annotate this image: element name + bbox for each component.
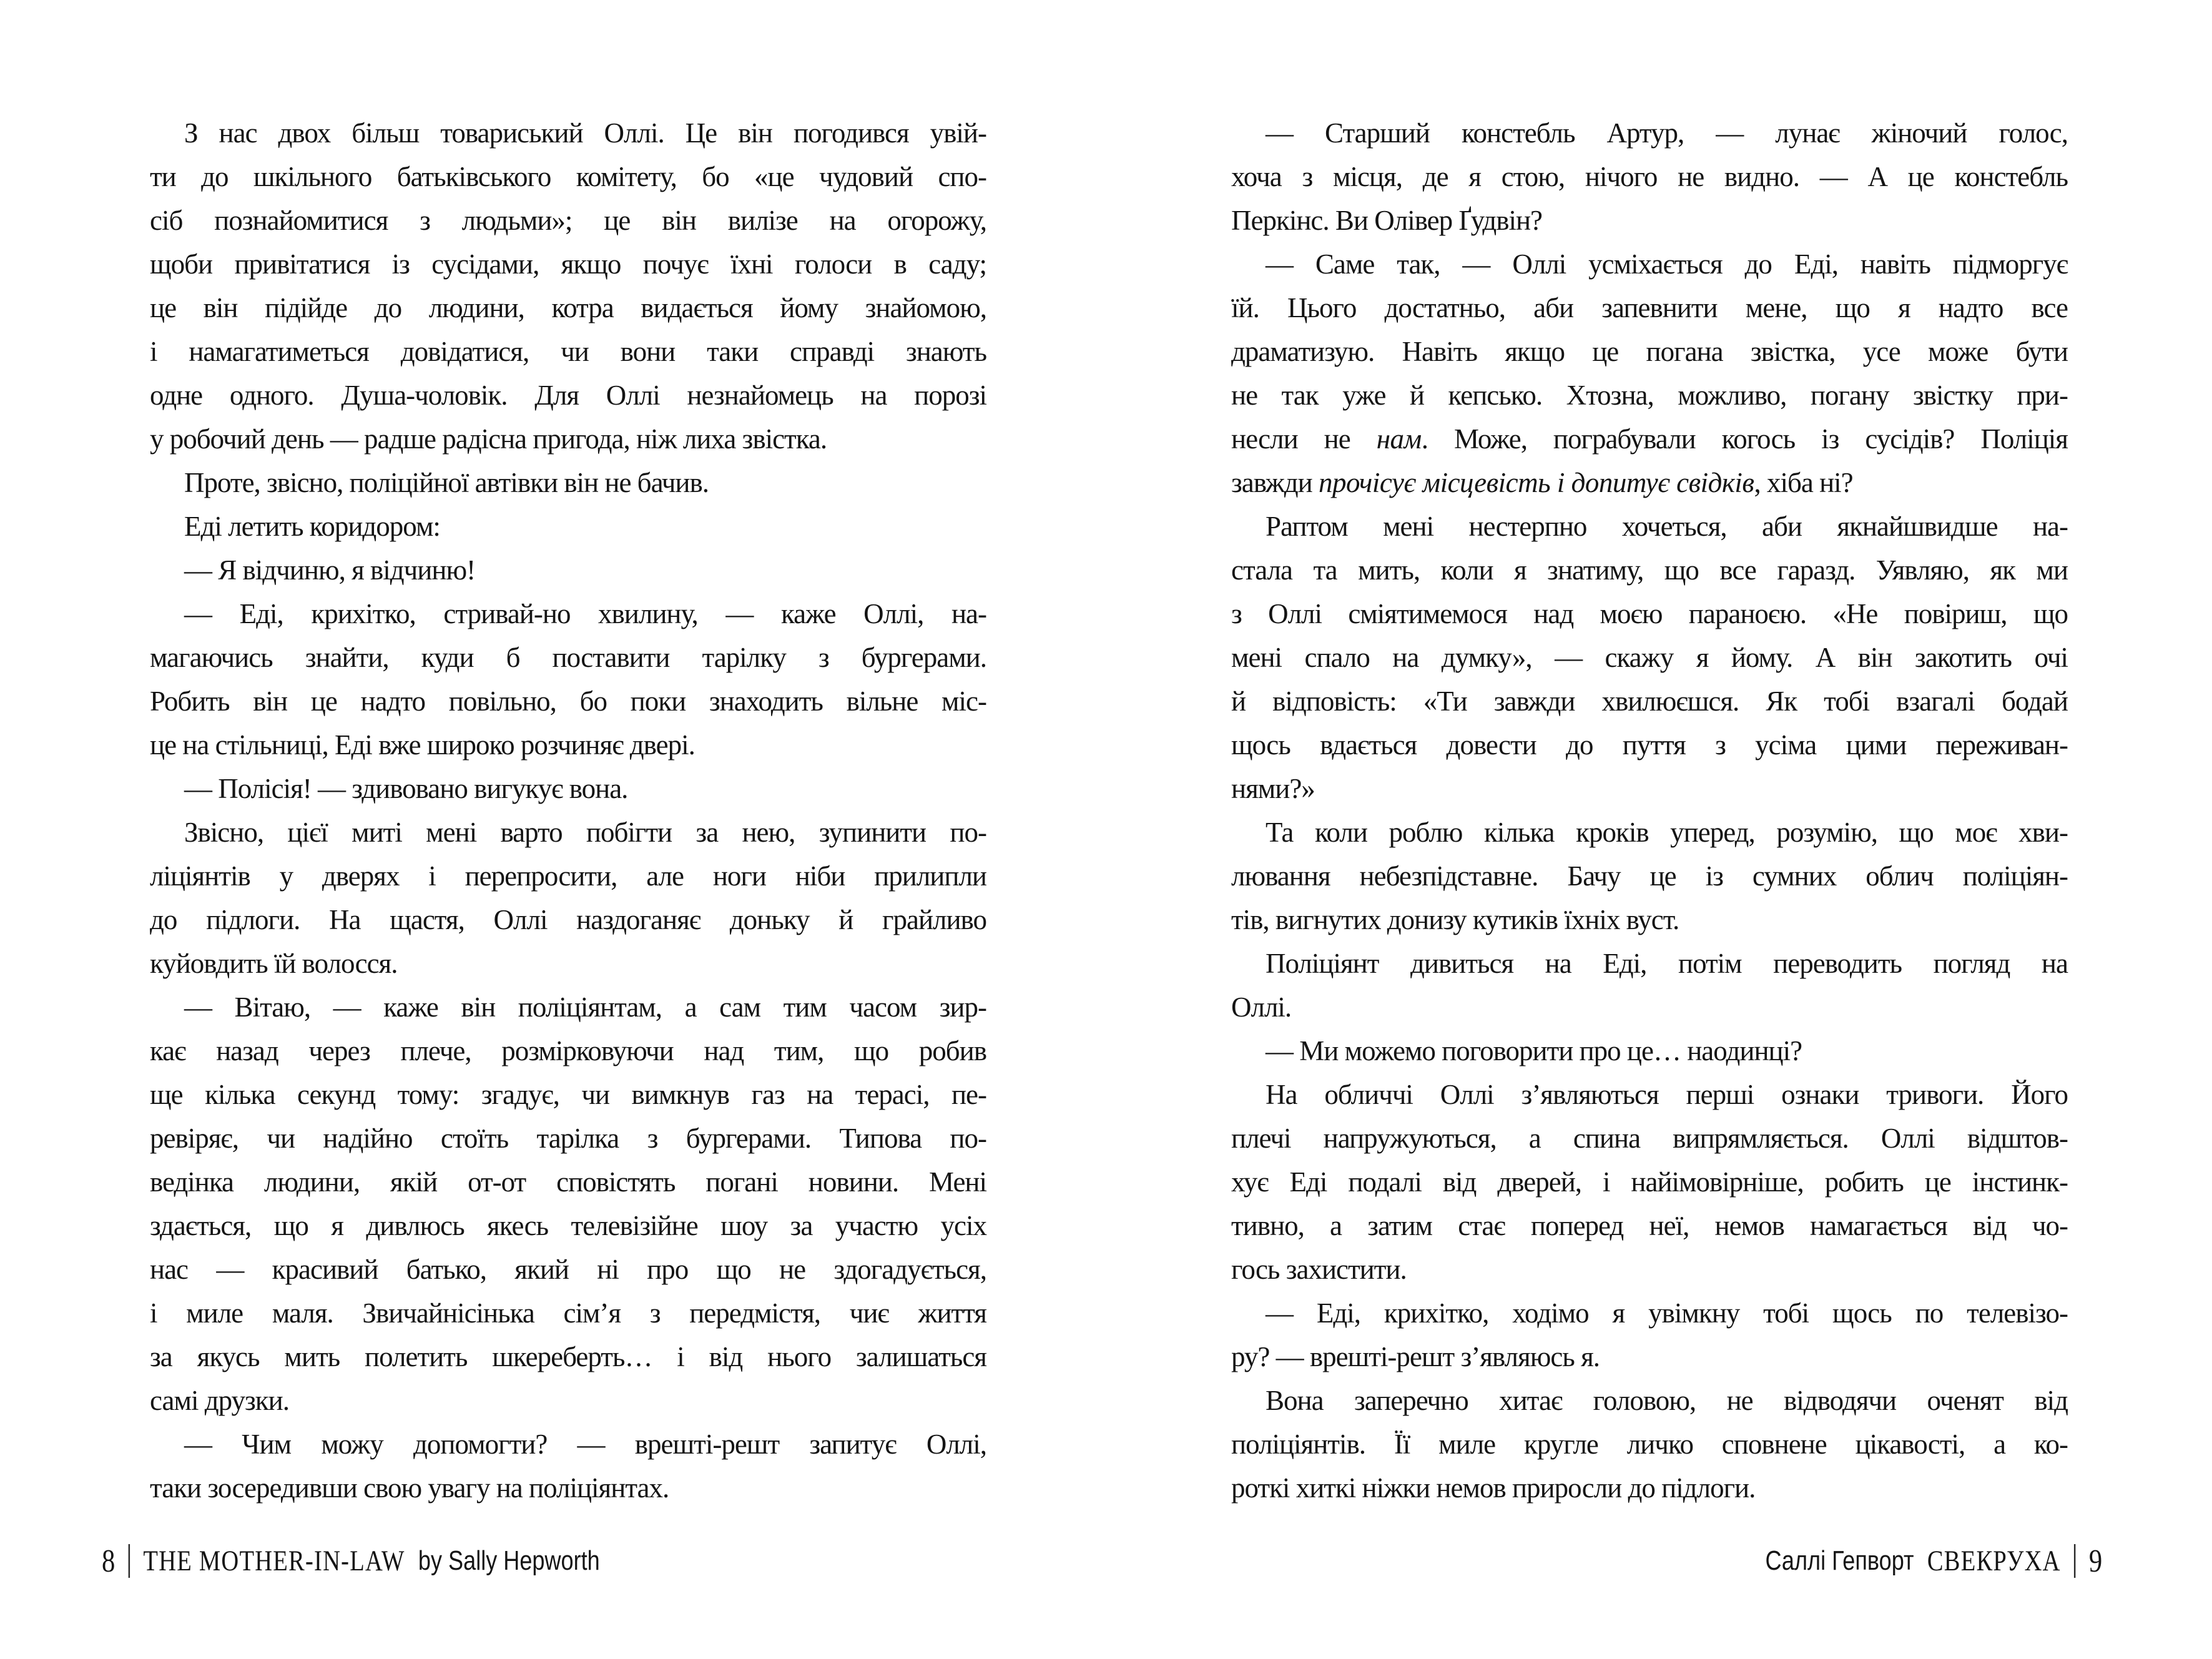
text-line: З нас двох більш товариський Оллі. Це він погодився увій- bbox=[184, 117, 986, 149]
paragraph bbox=[150, 548, 986, 592]
text-line: тивно, а затим стає поперед неї, немов намагається від чо- bbox=[1231, 1210, 2068, 1241]
text-line: Поліціянт дивиться на Еді, потім переводить погляд на bbox=[1266, 948, 2068, 979]
text-line: завжди прочісує місцевість і допитує свідків, хіба ні? bbox=[1231, 467, 1853, 498]
paragraph bbox=[1231, 1291, 2068, 1379]
paragraph bbox=[150, 767, 986, 810]
left-footer bbox=[102, 1538, 600, 1583]
text-line: здається, що я дивлюсь якесь телевізійне шоу за участю усіх bbox=[150, 1210, 986, 1241]
text-line: ведінка людини, якій от-от сповістять погані новини. Мені bbox=[150, 1166, 986, 1198]
right-text-column bbox=[1231, 111, 2068, 1510]
text-line: мені спало на думку», — скажу я йому. А він закотить очі bbox=[1231, 642, 2068, 673]
text-line: щось вдається довести до пуття з усіма цими переживан- bbox=[1231, 729, 2068, 761]
text-line: одне одного. Душа-чоловік. Для Оллі незнайомець на порозі bbox=[150, 380, 986, 411]
text-line: магаючись знайти, куди б поставити тарілку з бургерами. bbox=[150, 642, 986, 673]
text-line: таки зосередивши свою увагу на поліціянтах. bbox=[150, 1472, 669, 1504]
text-line: це на стільниці, Еді вже широко розчиняє двері. bbox=[150, 729, 695, 761]
text-line: хує Еді подалі від дверей, і найімовірніше, робить це інстинк- bbox=[1231, 1166, 2068, 1198]
paragraph bbox=[1231, 242, 2068, 505]
text-line: за якусь мить полетить шкереберть… і від нього залишаться bbox=[150, 1341, 986, 1372]
text-line: лювання небезпідставне. Бачу це із сумних облич поліціян- bbox=[1231, 860, 2068, 892]
text-line: Звісно, цієї миті мені варто побігти за нею, зупинити по- bbox=[184, 817, 986, 848]
text-line: — Я відчиню, я відчиню! bbox=[184, 554, 476, 586]
paragraph bbox=[1231, 111, 2068, 242]
text-line: ру? — врешті-решт з’являюсь я. bbox=[1231, 1341, 1600, 1372]
paragraph bbox=[150, 810, 986, 985]
text-line: На обличчі Оллі з’являються перші ознаки тривоги. Його bbox=[1266, 1079, 2068, 1110]
text-line: — Старший констебль Артур, — лунає жіночий голос, bbox=[1266, 117, 2068, 149]
text-line: — Вітаю, — каже він поліціянтам, а сам тим часом зир- bbox=[184, 992, 986, 1023]
text-line: — Еді, крихітко, стривай-но хвилину, — каже Оллі, на- bbox=[184, 598, 986, 629]
text-line: щоби привітатися із сусідами, якщо почує їхні голоси в саду; bbox=[150, 249, 986, 280]
left-page-number: 8 bbox=[102, 1543, 116, 1579]
text-line: — Чим можу допомогти? — врешті-решт запитує Оллі, bbox=[184, 1429, 986, 1460]
paragraph bbox=[150, 592, 986, 767]
paragraph bbox=[150, 461, 986, 505]
left-footer-byline: by Sally Hepworth bbox=[418, 1545, 600, 1576]
text-line: Вона заперечно хитає головою, не відводячи оченят від bbox=[1266, 1385, 2068, 1416]
left-footer-book-title: THE MOTHER-IN-LAW bbox=[143, 1545, 405, 1577]
text-line: самі друзки. bbox=[150, 1385, 289, 1416]
paragraph bbox=[150, 985, 986, 1422]
text-line: — Еді, крихітко, ходімо я увімкну тобі щось по телевізо- bbox=[1266, 1297, 2068, 1329]
text-line: Раптом мені нестерпно хочеться, аби якнайшвидше на- bbox=[1266, 511, 2068, 542]
text-line: ще кілька секунд тому: згадує, чи вимкнув газ на терасі, пе- bbox=[150, 1079, 986, 1110]
text-line: й відповість: «Ти завжди хвилюєшся. Як тобі взагалі бодай bbox=[1231, 686, 2068, 717]
text-line: їй. Цього достатньо, аби запевнити мене, що я надто все bbox=[1231, 292, 2068, 323]
paragraph bbox=[1231, 942, 2068, 1029]
text-line: з Оллі сміятимемося над моєю параноєю. «Не повіриш, що bbox=[1231, 598, 2068, 629]
paragraph bbox=[1231, 1073, 2068, 1291]
text-line: хоча з місця, де я стою, нічого не видно. — А це констебль bbox=[1231, 161, 2068, 192]
footer-divider bbox=[129, 1544, 130, 1578]
text-line: тів, вигнутих донизу кутиків їхніх вуст. bbox=[1231, 904, 1679, 935]
paragraph bbox=[1231, 505, 2068, 810]
text-line: це він підійде до людини, котра видається йому знайомою, bbox=[150, 292, 986, 323]
text-line: гось захистити. bbox=[1231, 1254, 1407, 1285]
paragraph bbox=[1231, 1379, 2068, 1510]
paragraph bbox=[150, 111, 986, 461]
paragraph bbox=[150, 505, 986, 548]
text-line: — Полісія! — здивовано вигукує вона. bbox=[184, 773, 628, 804]
text-line: і намагатиметься довідатися, чи вони таки справді знають bbox=[150, 336, 986, 367]
text-line: Робить він це надто повільно, бо поки знаходить вільне міс- bbox=[150, 686, 986, 717]
paragraph bbox=[1231, 1029, 2068, 1073]
right-footer bbox=[1765, 1538, 2102, 1583]
text-line: у робочий день — радше радісна пригода, ніж лиха звістка. bbox=[150, 423, 827, 455]
text-line: Оллі. bbox=[1231, 992, 1292, 1023]
text-line: плечі напружуються, а спина випрямляється. Оллі відштов- bbox=[1231, 1123, 2068, 1154]
text-line: Проте, звісно, поліційної автівки він не бачив. bbox=[184, 467, 709, 498]
text-line: до підлоги. На щастя, Оллі наздоганяє доньку й грайливо bbox=[150, 904, 986, 935]
paragraph bbox=[1231, 810, 2068, 942]
right-page-number: 9 bbox=[2088, 1543, 2102, 1579]
text-line: Еді летить коридором: bbox=[184, 511, 440, 542]
text-line: роткі хиткі ніжки немов приросли до підлоги. bbox=[1231, 1472, 1756, 1504]
left-text-column bbox=[150, 111, 986, 1510]
text-line: ліціянтів у дверях і перепросити, але ноги ніби прилипли bbox=[150, 860, 986, 892]
text-line: несли не нам. Може, пограбували когось із сусідів? Поліція bbox=[1231, 423, 2068, 455]
text-line: і миле маля. Звичайнісінька сім’я з передмістя, чиє життя bbox=[150, 1297, 986, 1329]
text-line: нями?» bbox=[1231, 773, 1315, 804]
text-line: — Саме так, — Оллі усміхається до Еді, навіть підморгує bbox=[1266, 249, 2068, 280]
text-line: сіб познайомитися з людьми»; це він вилізе на огорожу, bbox=[150, 205, 986, 236]
right-footer-book-title: СВЕКРУХА bbox=[1927, 1545, 2061, 1577]
text-line: Перкінс. Ви Олівер Ґудвін? bbox=[1231, 205, 1543, 236]
text-line: поліціянтів. Її миле кругле личко сповнене цікавості, а ко- bbox=[1231, 1429, 2068, 1460]
page-right bbox=[1106, 0, 2212, 1659]
text-line: куйовдить їй волосся. bbox=[150, 948, 398, 979]
text-line: Та коли роблю кілька кроків уперед, розумію, що моє хви- bbox=[1266, 817, 2068, 848]
text-line: кає назад через плече, розмірковуючи над тим, що робив bbox=[150, 1035, 986, 1066]
right-footer-author: Саллі Гепворт bbox=[1765, 1545, 1914, 1576]
text-line: ревіряє, чи надійно стоїть тарілка з бургерами. Типова по- bbox=[150, 1123, 986, 1154]
text-line: нас — красивий батько, який ні про що не здогадується, bbox=[150, 1254, 986, 1285]
text-line: не так уже й кепсько. Хтозна, можливо, погану звістку при- bbox=[1231, 380, 2068, 411]
paragraph bbox=[150, 1422, 986, 1510]
footer-divider bbox=[2074, 1544, 2075, 1578]
text-line: драматизую. Навіть якщо це погана звістка, усе може бути bbox=[1231, 336, 2068, 367]
text-line: — Ми можемо поговорити про це… наодинці? bbox=[1266, 1035, 1802, 1066]
text-line: стала та мить, коли я знатиму, що все гаразд. Уявляю, як ми bbox=[1231, 554, 2068, 586]
text-line: ти до шкільного батьківського комітету, бо «це чудовий спо- bbox=[150, 161, 986, 192]
